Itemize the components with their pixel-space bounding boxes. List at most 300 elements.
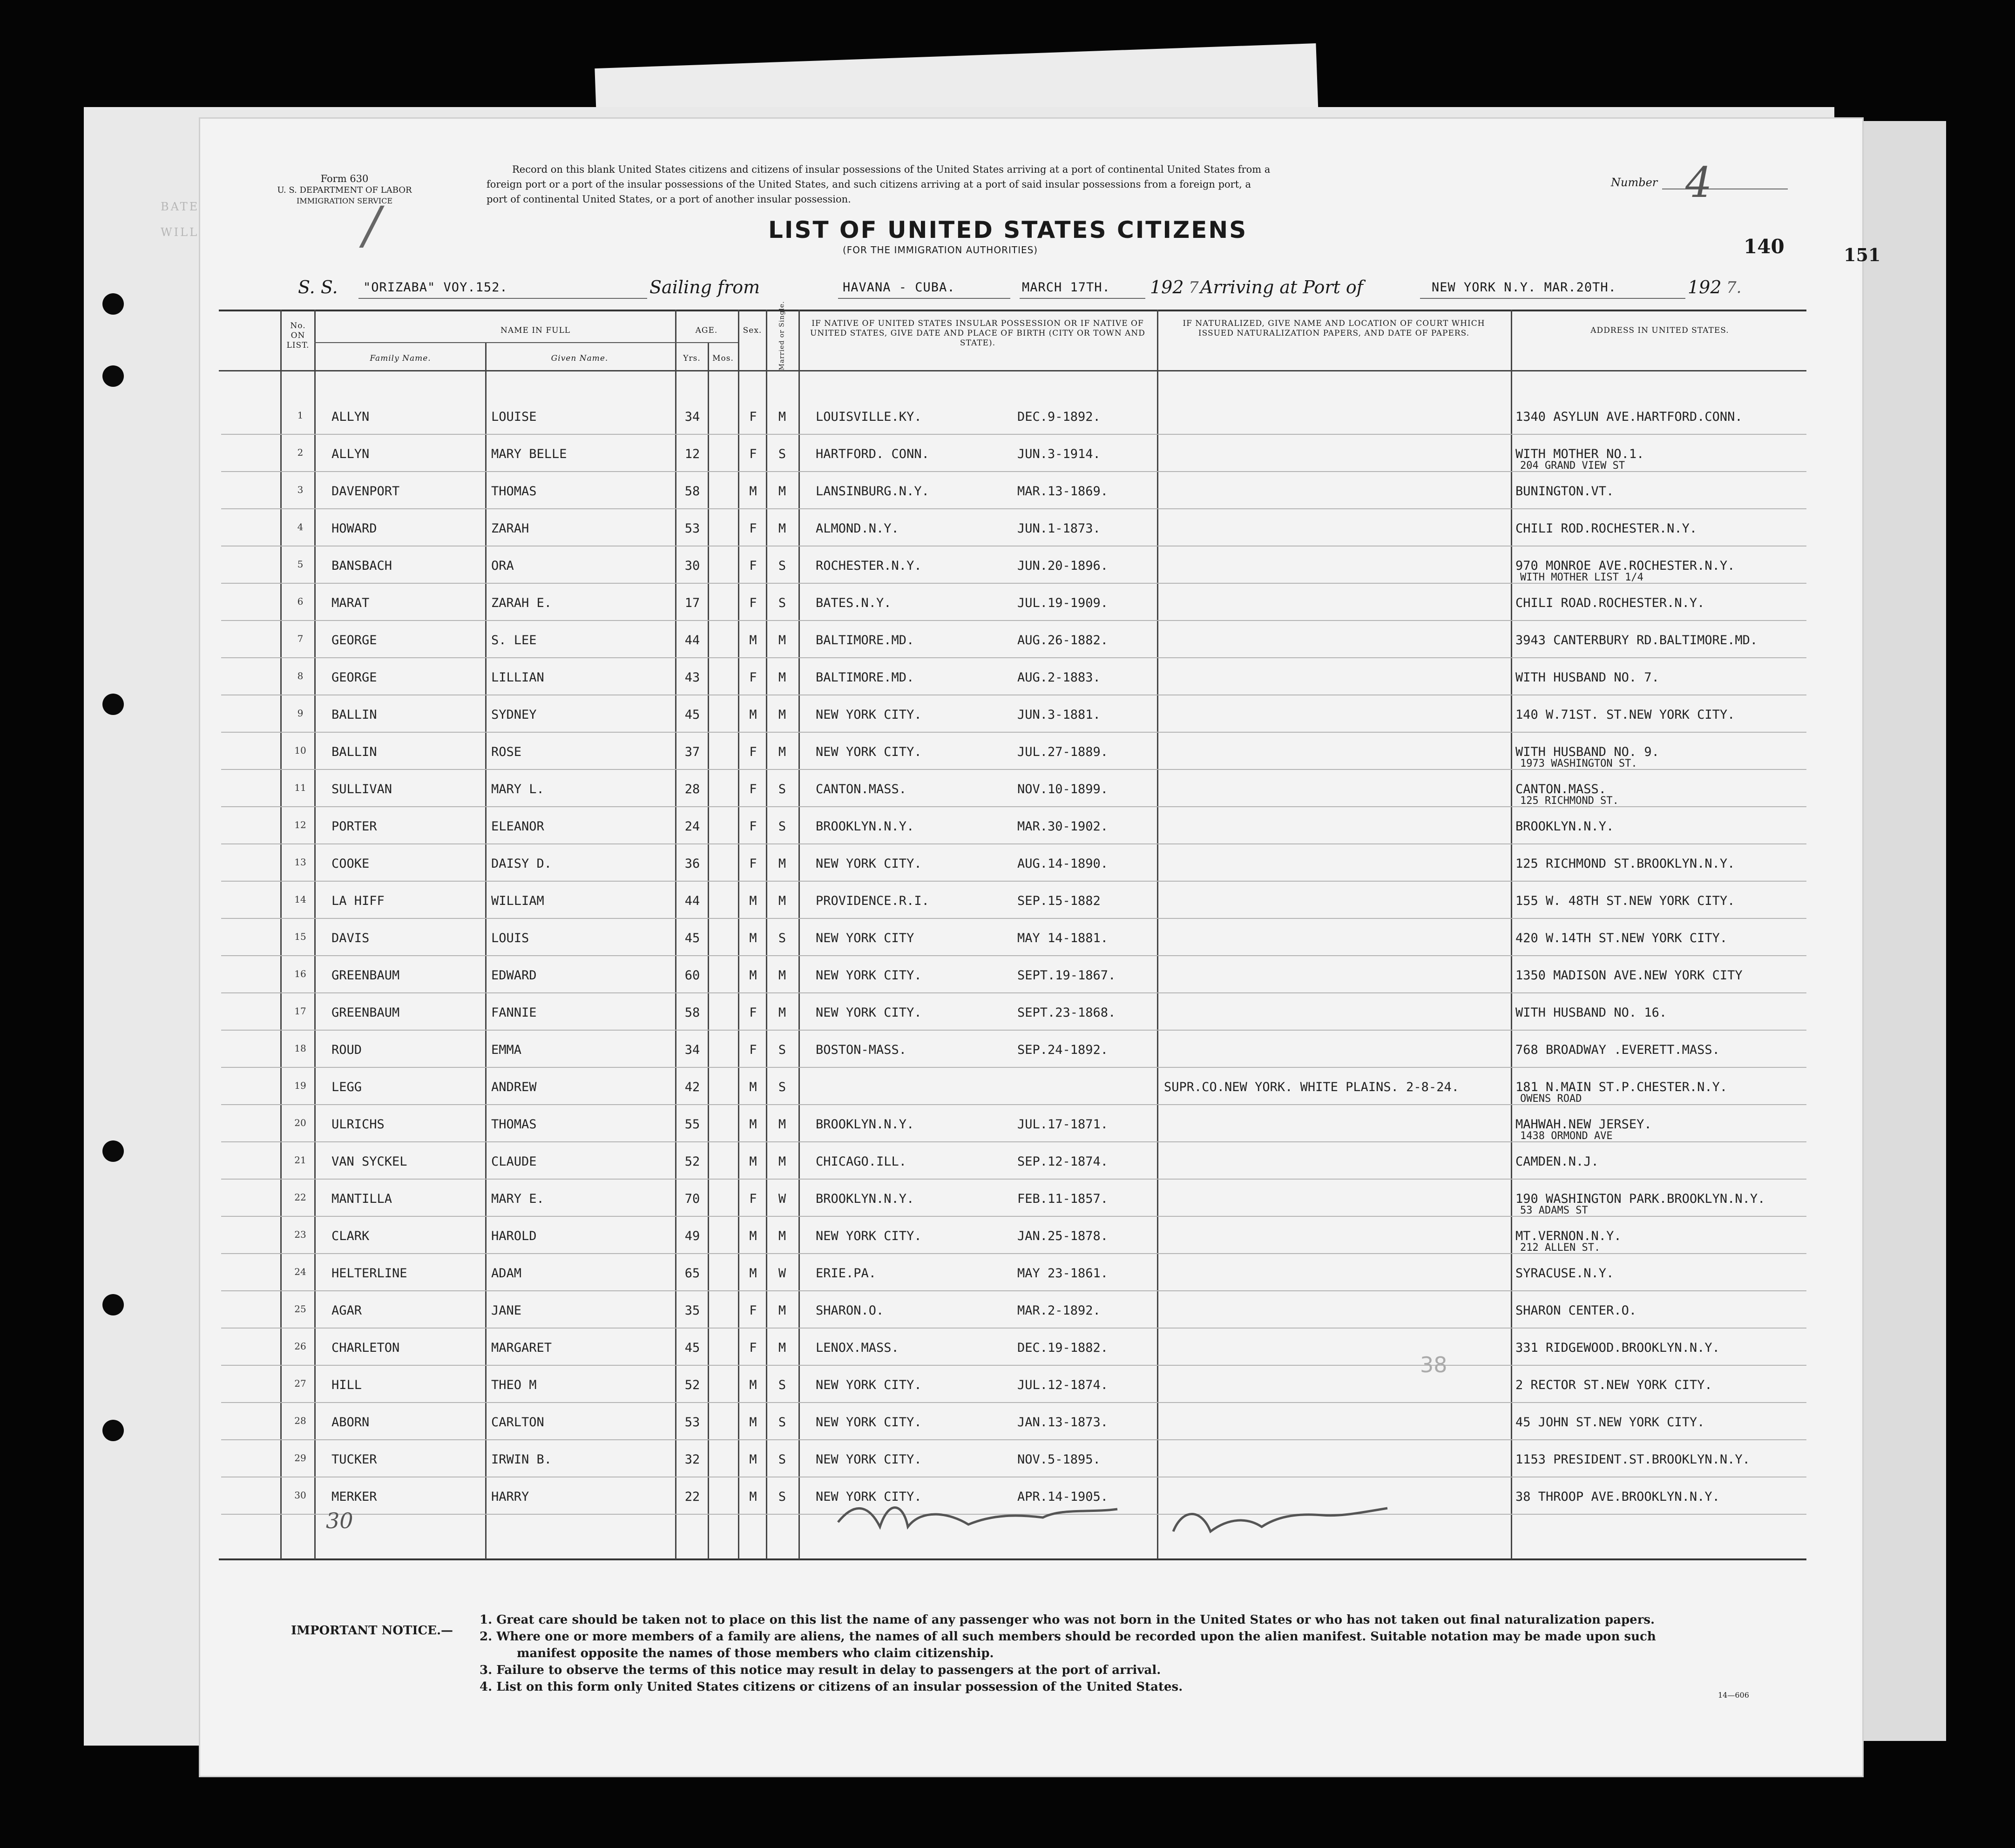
row-sex: M bbox=[749, 1117, 757, 1132]
row-yrs: 52 bbox=[684, 1378, 700, 1392]
row-given: DAISY D. bbox=[491, 857, 552, 871]
row-given: THOMAS bbox=[491, 484, 537, 499]
row-addr1: 1350 MADISON AVE.NEW YORK CITY bbox=[1515, 968, 1743, 983]
row-sex: F bbox=[749, 1043, 757, 1057]
row-rule bbox=[221, 434, 1806, 435]
row-yrs: 34 bbox=[684, 1043, 700, 1057]
row-yrs: 32 bbox=[684, 1452, 700, 1467]
row-ms: S bbox=[778, 1043, 786, 1057]
row-place: ALMOND.N.Y. bbox=[816, 521, 899, 536]
page-number: 140 bbox=[1744, 235, 1785, 258]
row-addr1: SYRACUSE.N.Y. bbox=[1515, 1266, 1614, 1281]
row-family: HOWARD bbox=[331, 521, 377, 536]
row-addr1: MT.VERNON.N.Y. bbox=[1515, 1229, 1622, 1243]
row-family: LEGG bbox=[331, 1080, 362, 1094]
row-addr1: WITH HUSBAND NO. 7. bbox=[1515, 670, 1659, 685]
row-ms: M bbox=[778, 745, 786, 759]
row-ms: W bbox=[778, 1192, 786, 1206]
row-date: JAN.13-1873. bbox=[1017, 1415, 1109, 1430]
row-date: MAY 23-1861. bbox=[1017, 1266, 1109, 1281]
row-ms: S bbox=[778, 819, 786, 834]
row-ms: S bbox=[778, 931, 786, 945]
row-ms: M bbox=[778, 1341, 786, 1355]
instruction-line: port of continental United States, or a port of another insular possession. bbox=[487, 194, 851, 205]
row-date: AUG.26-1882. bbox=[1017, 633, 1109, 647]
row-date: SEP.15-1882 bbox=[1017, 894, 1101, 908]
row-date: JUL.27-1889. bbox=[1017, 745, 1109, 759]
row-place: LOUISVILLE.KY. bbox=[816, 410, 922, 424]
row-rule bbox=[221, 508, 1806, 509]
row-no: 20 bbox=[294, 1117, 306, 1128]
row-addr1: 420 W.14TH ST.NEW YORK CITY. bbox=[1515, 931, 1728, 945]
row-yrs: 55 bbox=[684, 1117, 700, 1132]
row-place: NEW YORK CITY. bbox=[816, 745, 922, 759]
row-date: DEC.19-1882. bbox=[1017, 1341, 1109, 1355]
row-yrs: 70 bbox=[684, 1192, 700, 1206]
row-given: ANDREW bbox=[491, 1080, 537, 1094]
row-rule bbox=[221, 1439, 1806, 1440]
row-ms: M bbox=[778, 1229, 786, 1243]
row-sex: F bbox=[749, 521, 757, 536]
row-date: JUL.12-1874. bbox=[1017, 1378, 1109, 1392]
row-rule bbox=[221, 1328, 1806, 1329]
row-yrs: 12 bbox=[684, 447, 700, 461]
row-ms: M bbox=[778, 521, 786, 536]
row-date: JUL.17-1871. bbox=[1017, 1117, 1109, 1132]
row-given: SYDNEY bbox=[491, 708, 537, 722]
row-no: 30 bbox=[294, 1490, 306, 1501]
row-no: 7 bbox=[297, 633, 304, 644]
row-place: BOSTON-MASS. bbox=[816, 1043, 907, 1057]
row-given: EDWARD bbox=[491, 968, 537, 983]
row-place: BATES.N.Y. bbox=[816, 596, 892, 610]
ss-label: S. S. bbox=[298, 277, 338, 297]
row-rule bbox=[221, 843, 1806, 844]
row-ms: S bbox=[778, 1378, 786, 1392]
row-yrs: 44 bbox=[684, 633, 700, 647]
row-given: LILLIAN bbox=[491, 670, 544, 685]
row-place: NEW YORK CITY. bbox=[816, 1005, 922, 1020]
sailing-from: HAVANA - CUBA. bbox=[843, 280, 955, 295]
row-addr1: BUNINGTON.VT. bbox=[1515, 484, 1614, 499]
col-header-mos: Mos. bbox=[712, 354, 734, 363]
notice-item-4: 4. List on this form only United States citizens or citizens of an insular possession of the United States. bbox=[480, 1680, 1183, 1694]
row-addr2: 212 ALLEN ST. bbox=[1520, 1242, 1601, 1254]
row-sex: F bbox=[749, 857, 757, 871]
row-yrs: 44 bbox=[684, 894, 700, 908]
row-addr1: MAHWAH.NEW JERSEY. bbox=[1515, 1117, 1652, 1132]
row-place: NEW YORK CITY. bbox=[816, 857, 922, 871]
row-yrs: 43 bbox=[684, 670, 700, 685]
col-header-given: Given Name. bbox=[551, 354, 609, 363]
row-ms: S bbox=[778, 447, 786, 461]
row-date: SEP.12-1874. bbox=[1017, 1154, 1109, 1169]
row-rule bbox=[221, 918, 1806, 919]
row-addr1: CAMDEN.N.J. bbox=[1515, 1154, 1599, 1169]
row-rule bbox=[221, 1030, 1806, 1031]
row-yrs: 49 bbox=[684, 1229, 700, 1243]
row-family: PORTER bbox=[331, 819, 377, 834]
list-number: 4 bbox=[1685, 158, 1712, 207]
binder-hole bbox=[102, 694, 124, 715]
col-header-yrs: Yrs. bbox=[683, 354, 701, 363]
row-given: ZARAH bbox=[491, 521, 529, 536]
row-yrs: 24 bbox=[684, 819, 700, 834]
row-place: BROOKLYN.N.Y. bbox=[816, 1117, 914, 1132]
row-addr1: 970 MONROE AVE.ROCHESTER.N.Y. bbox=[1515, 559, 1735, 573]
row-addr1: WITH HUSBAND NO. 16. bbox=[1515, 1005, 1667, 1020]
row-sex: M bbox=[749, 931, 757, 945]
row-date: AUG.14-1890. bbox=[1017, 857, 1109, 871]
row-addr1: CANTON.MASS. bbox=[1515, 782, 1607, 796]
row-ms: M bbox=[778, 1303, 786, 1318]
row-no: 12 bbox=[294, 819, 306, 830]
row-sex: M bbox=[749, 1415, 757, 1430]
row-yrs: 65 bbox=[684, 1266, 700, 1281]
row-sex: M bbox=[749, 894, 757, 908]
row-no: 24 bbox=[294, 1266, 306, 1277]
row-sex: F bbox=[749, 670, 757, 685]
row-date: NOV.5-1895. bbox=[1017, 1452, 1101, 1467]
row-place: NEW YORK CITY bbox=[816, 931, 914, 945]
row-no: 15 bbox=[294, 931, 306, 942]
row-no: 21 bbox=[294, 1154, 306, 1166]
row-family: COOKE bbox=[331, 857, 370, 871]
page-subtitle: (FOR THE IMMIGRATION AUTHORITIES) bbox=[843, 244, 1038, 256]
row-yrs: 34 bbox=[684, 410, 700, 424]
row-family: GREENBAUM bbox=[331, 1005, 400, 1020]
row-ms: S bbox=[778, 1415, 786, 1430]
row-given: CARLTON bbox=[491, 1415, 544, 1430]
ghost-text: WILL bbox=[161, 226, 199, 239]
row-family: VAN SYCKEL bbox=[331, 1154, 407, 1169]
row-ms: S bbox=[778, 1452, 786, 1467]
row-no: 29 bbox=[294, 1452, 306, 1464]
row-date: JAN.25-1878. bbox=[1017, 1229, 1109, 1243]
row-addr1: 1153 PRESIDENT.ST.BROOKLYN.N.Y. bbox=[1515, 1452, 1750, 1467]
col-header-married: Married or Single. bbox=[778, 301, 786, 371]
row-family: MANTILLA bbox=[331, 1192, 392, 1206]
row-sex: F bbox=[749, 782, 757, 796]
row-sex: F bbox=[749, 559, 757, 573]
row-addr1: 125 RICHMOND ST.BROOKLYN.N.Y. bbox=[1515, 857, 1735, 871]
row-family: MARAT bbox=[331, 596, 370, 610]
notice-item-3: 3. Failure to observe the terms of this notice may result in delay to passengers at the port of arrival. bbox=[480, 1663, 1161, 1677]
row-yrs: 58 bbox=[684, 484, 700, 499]
row-date: JUN.20-1896. bbox=[1017, 559, 1109, 573]
row-ms: M bbox=[778, 633, 786, 647]
row-given: WILLIAM bbox=[491, 894, 544, 908]
table-top-rule bbox=[219, 310, 1806, 311]
handwritten-total: 30 bbox=[326, 1508, 353, 1533]
handwritten-mark: / bbox=[363, 196, 381, 255]
notice-heading: IMPORTANT NOTICE.— bbox=[291, 1624, 453, 1638]
row-family: ABORN bbox=[331, 1415, 370, 1430]
row-family: GEORGE bbox=[331, 670, 377, 685]
row-family: ULRICHS bbox=[331, 1117, 385, 1132]
row-addr2: 53 ADAMS ST bbox=[1520, 1205, 1588, 1216]
row-sex: M bbox=[749, 968, 757, 983]
row-family: DAVIS bbox=[331, 931, 370, 945]
notice-item-2-continued: manifest opposite the names of those members who claim citizenship. bbox=[517, 1646, 994, 1660]
row-yrs: 45 bbox=[684, 708, 700, 722]
row-sex: F bbox=[749, 1005, 757, 1020]
row-date: SEPT.23-1868. bbox=[1017, 1005, 1116, 1020]
row-addr1: 2 RECTOR ST.NEW YORK CITY. bbox=[1515, 1378, 1712, 1392]
ship-name: "ORIZABA" VOY.152. bbox=[363, 280, 508, 295]
inspector-signature bbox=[829, 1480, 1415, 1555]
col-header-name: NAME IN FULL bbox=[500, 326, 571, 335]
row-yrs: 28 bbox=[684, 782, 700, 796]
row-place: NEW YORK CITY. bbox=[816, 1490, 922, 1504]
row-given: ROSE bbox=[491, 745, 522, 759]
row-family: BALLIN bbox=[331, 745, 377, 759]
row-sex: F bbox=[749, 819, 757, 834]
row-rule bbox=[221, 992, 1806, 993]
row-sex: M bbox=[749, 1229, 757, 1243]
year-prefix: 192 bbox=[1688, 277, 1722, 297]
row-addr2: WITH MOTHER LIST 1/4 bbox=[1520, 572, 1643, 583]
row-place: NEW YORK CITY. bbox=[816, 1229, 922, 1243]
row-place: BALTIMORE.MD. bbox=[816, 670, 914, 685]
row-no: 23 bbox=[294, 1229, 306, 1240]
row-family: AGAR bbox=[331, 1303, 362, 1318]
row-date: FEB.11-1857. bbox=[1017, 1192, 1109, 1206]
year-suffix: 7 bbox=[1189, 278, 1199, 297]
notice-item-2: 2. Where one or more members of a family are aliens, the names of all such members should be recorded upon the alien manifest. Suitable notation may be made upon such bbox=[480, 1630, 1656, 1644]
table-bottom-rule bbox=[219, 1558, 1806, 1560]
row-no: 5 bbox=[297, 559, 304, 570]
row-addr2: 1973 WASHINGTON ST. bbox=[1520, 758, 1637, 769]
row-sex: M bbox=[749, 1452, 757, 1467]
row-family: HILL bbox=[331, 1378, 362, 1392]
row-no: 10 bbox=[294, 745, 306, 756]
row-given: ELEANOR bbox=[491, 819, 544, 834]
row-sex: M bbox=[749, 1378, 757, 1392]
row-no: 17 bbox=[294, 1005, 306, 1017]
row-sex: F bbox=[749, 1192, 757, 1206]
row-family: BALLIN bbox=[331, 708, 377, 722]
binder-hole bbox=[102, 365, 124, 387]
row-no: 6 bbox=[297, 596, 304, 607]
row-yrs: 58 bbox=[684, 1005, 700, 1020]
row-place: CANTON.MASS. bbox=[816, 782, 907, 796]
col-header-naturalized: IF NATURALIZED, GIVE NAME AND LOCATION OF COURT WHICH ISSUED NATURALIZATION PAPERS, AND DATE OF PAPERS. bbox=[1183, 319, 1485, 338]
row-given: ORA bbox=[491, 559, 514, 573]
notice-item-1: 1. Great care should be taken not to place on this list the name of any passenger who was not born in the United States or who has not taken out final naturalization papers. bbox=[480, 1613, 1655, 1627]
row-family: LA HIFF bbox=[331, 894, 385, 908]
row-no: 4 bbox=[297, 521, 304, 533]
row-sex: M bbox=[749, 1490, 757, 1504]
row-place: SHARON.O. bbox=[816, 1303, 884, 1318]
row-no: 28 bbox=[294, 1415, 306, 1426]
row-ms: M bbox=[778, 708, 786, 722]
year-suffix: 7. bbox=[1726, 278, 1742, 297]
row-addr1: CHILI ROAD.ROCHESTER.N.Y. bbox=[1515, 596, 1705, 610]
binder-hole bbox=[102, 1294, 124, 1315]
ghost-text: BATE bbox=[161, 200, 200, 213]
row-family: BANSBACH bbox=[331, 559, 392, 573]
row-yrs: 30 bbox=[684, 559, 700, 573]
row-sex: F bbox=[749, 596, 757, 610]
row-sex: M bbox=[749, 1266, 757, 1281]
row-addr1: 1340 ASYLUN AVE.HARTFORD.CONN. bbox=[1515, 410, 1743, 424]
row-given: MARY E. bbox=[491, 1192, 544, 1206]
row-yrs: 42 bbox=[684, 1080, 700, 1094]
row-rule bbox=[221, 1179, 1806, 1180]
row-yrs: 53 bbox=[684, 1415, 700, 1430]
row-date: MAR.2-1892. bbox=[1017, 1303, 1101, 1318]
row-date: JUN.3-1914. bbox=[1017, 447, 1101, 461]
row-addr1: SHARON CENTER.O. bbox=[1515, 1303, 1637, 1318]
row-sex: F bbox=[749, 1303, 757, 1318]
col-header-birth: IF NATIVE OF UNITED STATES INSULAR POSSESSION OR IF NATIVE OF UNITED STATES, GIVE DATE AND PLACE OF BIRTH (CITY OR TOWN AND STATE). bbox=[810, 319, 1145, 348]
row-addr2: OWENS ROAD bbox=[1520, 1093, 1582, 1105]
table-header-rule bbox=[219, 370, 1806, 371]
row-family: ALLYN bbox=[331, 410, 370, 424]
row-given: LOUIS bbox=[491, 931, 529, 945]
year-prefix: 192 bbox=[1150, 277, 1184, 297]
row-date: APR.14-1905. bbox=[1017, 1490, 1109, 1504]
row-given: MARY BELLE bbox=[491, 447, 567, 461]
row-ms: M bbox=[778, 1005, 786, 1020]
arriving-label: Arriving at Port of bbox=[1200, 277, 1363, 297]
row-sex: M bbox=[749, 484, 757, 499]
row-addr1: BROOKLYN.N.Y. bbox=[1515, 819, 1614, 834]
row-given: S. LEE bbox=[491, 633, 537, 647]
row-addr1: 45 JOHN ST.NEW YORK CITY. bbox=[1515, 1415, 1705, 1430]
row-place: LANSINBURG.N.Y. bbox=[816, 484, 929, 499]
row-place: NEW YORK CITY. bbox=[816, 1452, 922, 1467]
form-id: Form 630 bbox=[320, 173, 369, 184]
row-ms: M bbox=[778, 410, 786, 424]
col-header-no: No. ON LIST. bbox=[286, 321, 310, 350]
row-rule bbox=[221, 1067, 1806, 1068]
col-header-family: Family Name. bbox=[370, 354, 431, 363]
row-family: ALLYN bbox=[331, 447, 370, 461]
row-place: ERIE.PA. bbox=[816, 1266, 877, 1281]
row-date: JUN.1-1873. bbox=[1017, 521, 1101, 536]
row-rule bbox=[221, 657, 1806, 658]
row-no: 18 bbox=[294, 1043, 306, 1054]
row-date: JUN.3-1881. bbox=[1017, 708, 1101, 722]
row-given: LOUISE bbox=[491, 410, 537, 424]
sailing-label: Sailing from bbox=[649, 277, 760, 297]
row-ms: M bbox=[778, 894, 786, 908]
row-place: HARTFORD. CONN. bbox=[816, 447, 929, 461]
row-addr2: 1438 ORMOND AVE bbox=[1520, 1130, 1613, 1142]
row-addr1: 38 THROOP AVE.BROOKLYN.N.Y. bbox=[1515, 1490, 1720, 1504]
row-sex: M bbox=[749, 708, 757, 722]
row-place: NEW YORK CITY. bbox=[816, 1378, 922, 1392]
row-given: HARRY bbox=[491, 1490, 529, 1504]
row-rule bbox=[221, 1402, 1806, 1403]
row-rule bbox=[221, 620, 1806, 621]
row-rule bbox=[221, 1290, 1806, 1291]
row-sex: F bbox=[749, 410, 757, 424]
row-addr1: 190 WASHINGTON PARK.BROOKLYN.N.Y. bbox=[1515, 1192, 1765, 1206]
row-sex: F bbox=[749, 447, 757, 461]
row-date: AUG.2-1883. bbox=[1017, 670, 1101, 685]
row-no: 19 bbox=[294, 1080, 306, 1091]
row-rule bbox=[221, 881, 1806, 882]
row-given: MARGARET bbox=[491, 1341, 552, 1355]
row-ms: M bbox=[778, 670, 786, 685]
row-sex: M bbox=[749, 633, 757, 647]
row-addr1: 181 N.MAIN ST.P.CHESTER.N.Y. bbox=[1515, 1080, 1728, 1094]
row-given: FANNIE bbox=[491, 1005, 537, 1020]
row-ms: S bbox=[778, 782, 786, 796]
page-number-right: 151 bbox=[1844, 244, 1881, 265]
col-header-sex: Sex. bbox=[743, 326, 762, 335]
row-date: SEP.24-1892. bbox=[1017, 1043, 1109, 1057]
row-date: DEC.9-1892. bbox=[1017, 410, 1101, 424]
row-ms: S bbox=[778, 559, 786, 573]
row-family: TUCKER bbox=[331, 1452, 377, 1467]
row-given: ZARAH E. bbox=[491, 596, 552, 610]
row-family: DAVENPORT bbox=[331, 484, 400, 499]
row-sex: M bbox=[749, 1080, 757, 1094]
row-family: ROUD bbox=[331, 1043, 362, 1057]
row-addr2: 125 RICHMOND ST. bbox=[1520, 795, 1619, 807]
col-header-address: ADDRESS IN UNITED STATES. bbox=[1590, 326, 1729, 335]
arriving-port: NEW YORK N.Y. MAR.20TH. bbox=[1432, 280, 1616, 295]
row-no: 11 bbox=[294, 782, 306, 793]
row-date: JUL.19-1909. bbox=[1017, 596, 1109, 610]
row-place: LENOX.MASS. bbox=[816, 1341, 899, 1355]
instruction-line: foreign port or a port of the insular possessions of the United States, and such citizens arriving at a port of said insular possessions from a foreign port, a bbox=[487, 179, 1251, 190]
row-place: BROOKLYN.N.Y. bbox=[816, 1192, 914, 1206]
row-ms: M bbox=[778, 968, 786, 983]
number-label: Number bbox=[1611, 176, 1658, 189]
row-addr2: 204 GRAND VIEW ST bbox=[1520, 460, 1625, 472]
row-given: ADAM bbox=[491, 1266, 522, 1281]
row-date: MAY 14-1881. bbox=[1017, 931, 1109, 945]
sailing-date: MARCH 17TH. bbox=[1022, 280, 1110, 295]
row-addr1: 331 RIDGEWOOD.BROOKLYN.N.Y. bbox=[1515, 1341, 1720, 1355]
row-ms: M bbox=[778, 1117, 786, 1132]
binder-hole bbox=[102, 1140, 124, 1162]
binder-hole bbox=[102, 293, 124, 315]
row-given: CLAUDE bbox=[491, 1154, 537, 1169]
row-place: PROVIDENCE.R.I. bbox=[816, 894, 929, 908]
row-ms: W bbox=[778, 1266, 786, 1281]
row-yrs: 17 bbox=[684, 596, 700, 610]
row-date: MAR.30-1902. bbox=[1017, 819, 1109, 834]
row-sex: M bbox=[749, 1154, 757, 1169]
row-family: MERKER bbox=[331, 1490, 377, 1504]
row-no: 16 bbox=[294, 968, 306, 979]
row-addr1: WITH HUSBAND NO. 9. bbox=[1515, 745, 1659, 759]
row-rule bbox=[221, 732, 1806, 733]
row-family: GEORGE bbox=[331, 633, 377, 647]
row-family: GREENBAUM bbox=[331, 968, 400, 983]
row-no: 22 bbox=[294, 1192, 306, 1203]
row-given: IRWIN B. bbox=[491, 1452, 552, 1467]
row-sex: F bbox=[749, 1341, 757, 1355]
row-ms: S bbox=[778, 1080, 786, 1094]
row-addr1: WITH MOTHER NO.1. bbox=[1515, 447, 1644, 461]
row-place: NEW YORK CITY. bbox=[816, 708, 922, 722]
row-addr1: 768 BROADWAY .EVERETT.MASS. bbox=[1515, 1043, 1720, 1057]
row-yrs: 22 bbox=[684, 1490, 700, 1504]
row-given: EMMA bbox=[491, 1043, 522, 1057]
form-code: 14—606 bbox=[1718, 1691, 1749, 1700]
row-no: 1 bbox=[297, 410, 304, 421]
row-no: 26 bbox=[294, 1341, 306, 1352]
row-rule bbox=[221, 955, 1806, 956]
row-no: 9 bbox=[297, 708, 304, 719]
